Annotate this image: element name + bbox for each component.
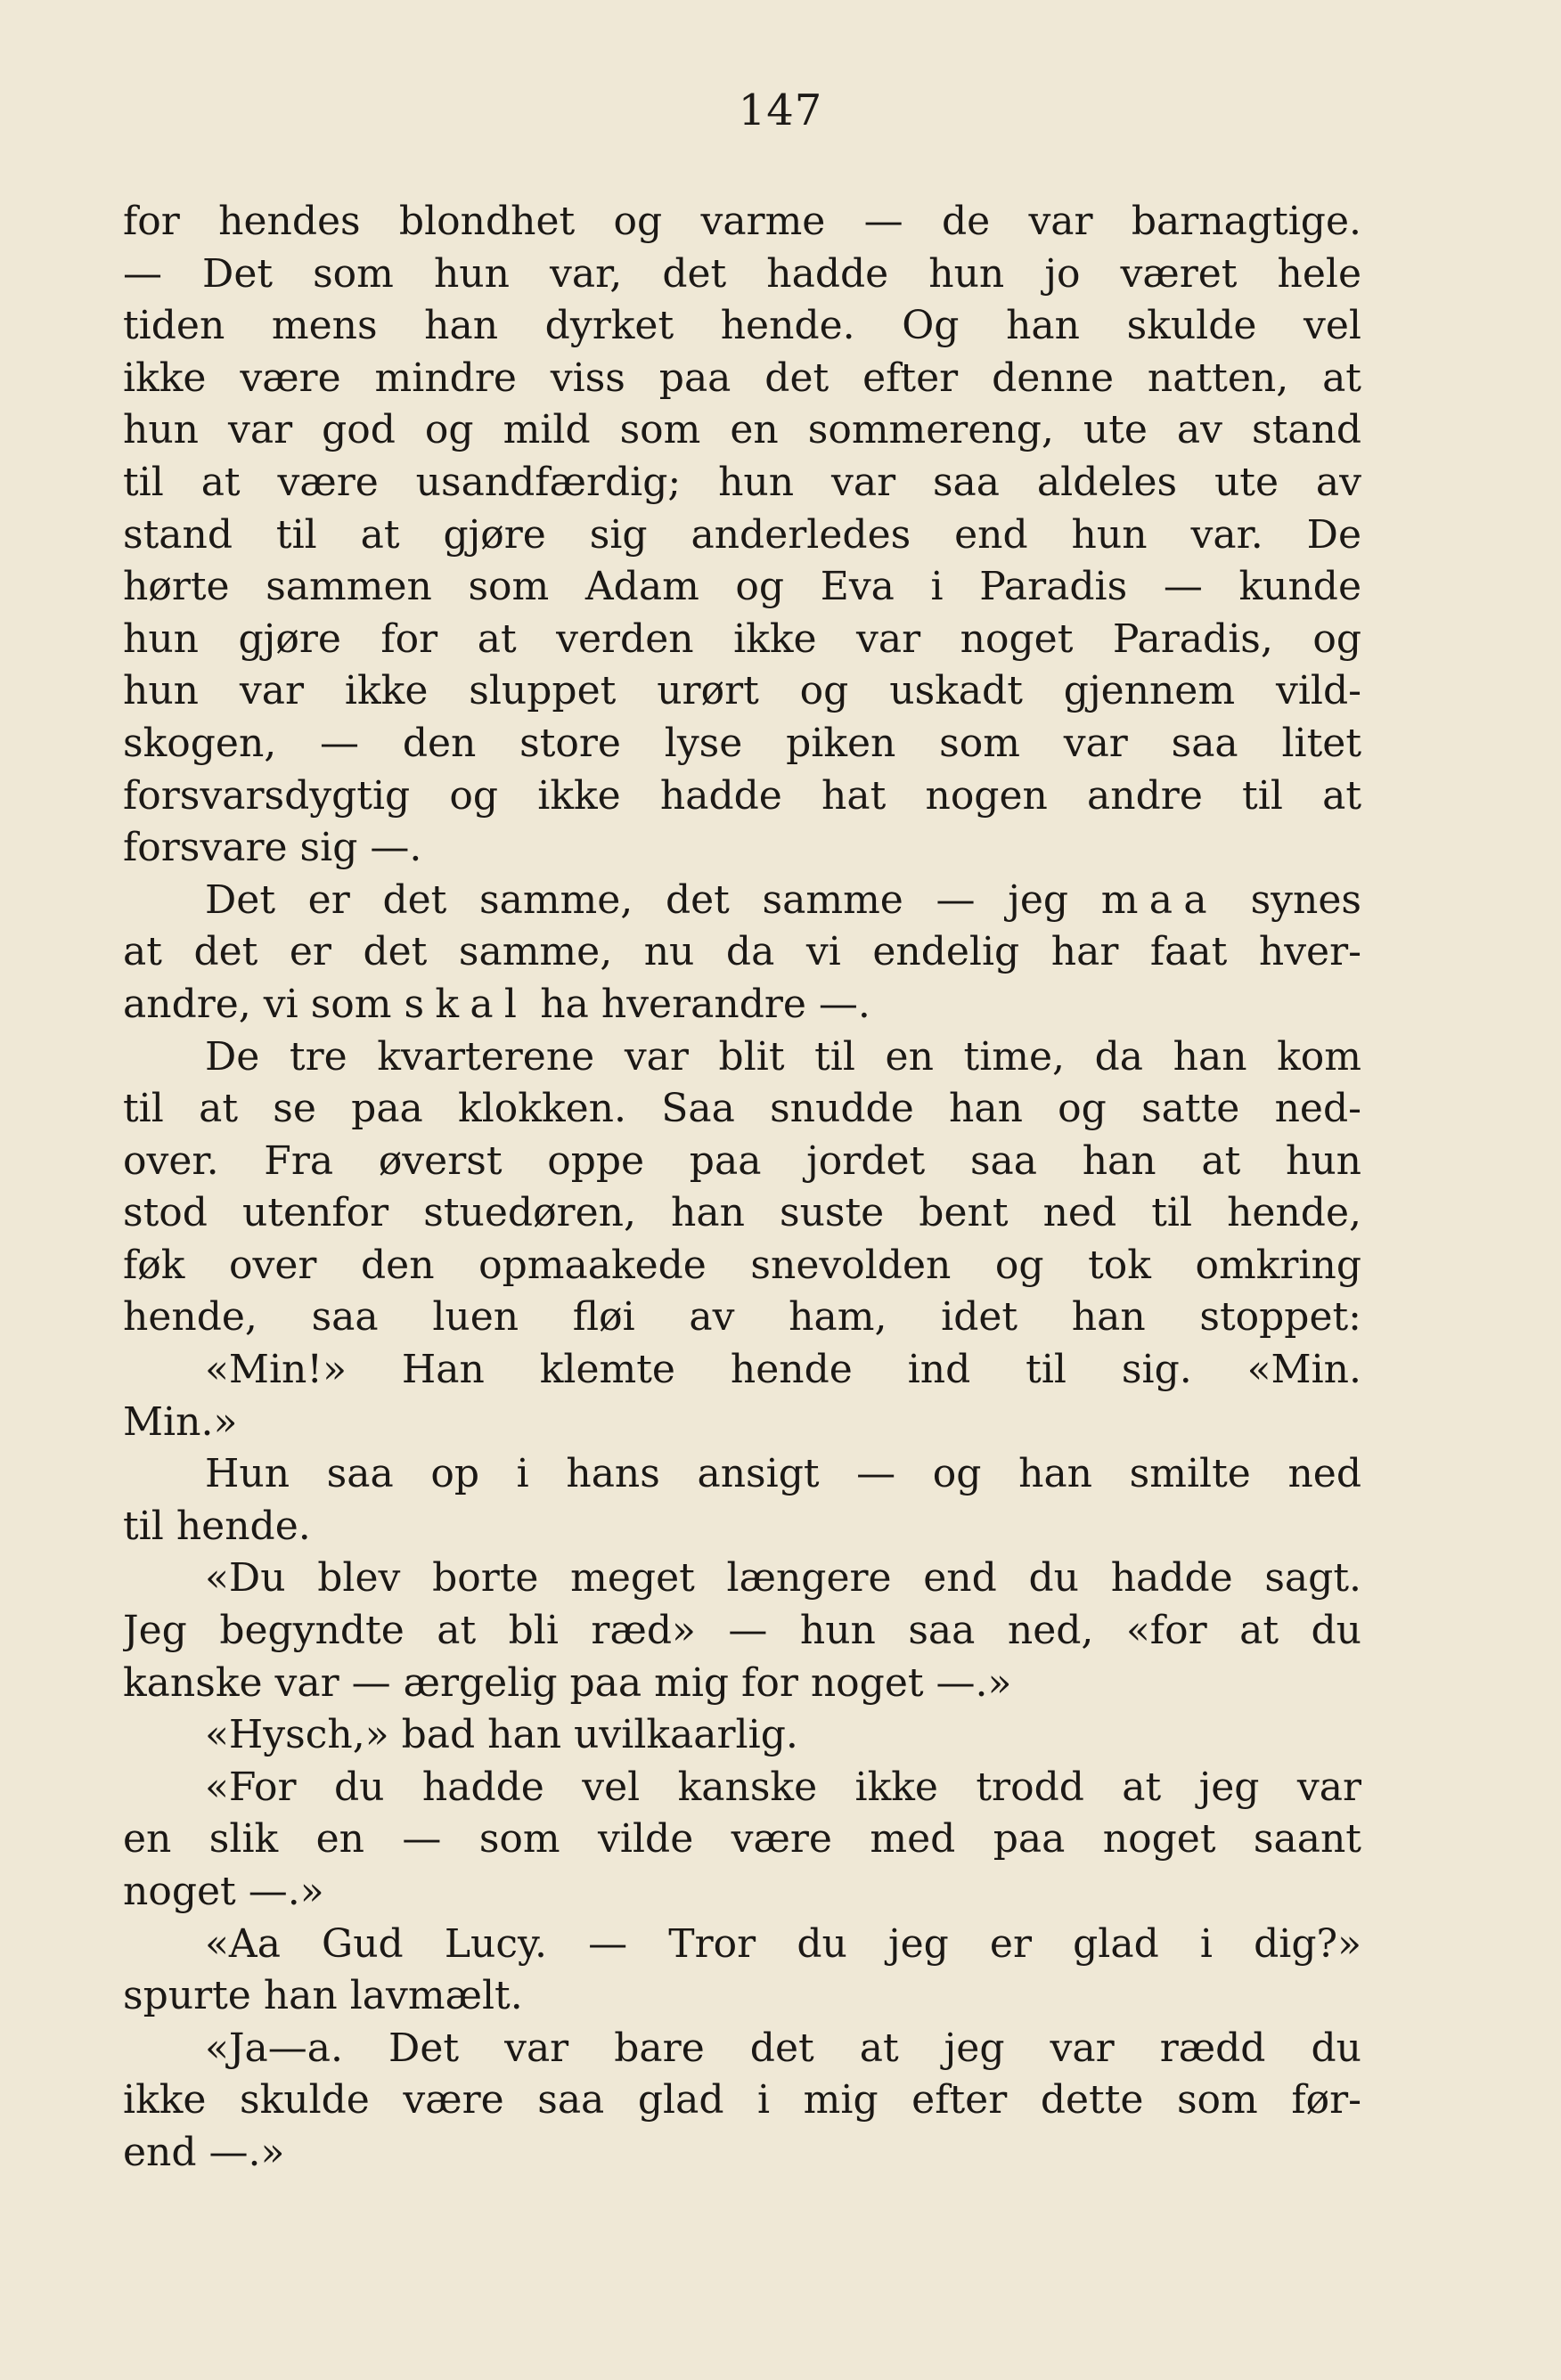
text-line: «Min!» Han klemte hende ind til sig. «Min. [205,1347,1361,1393]
text-line: stand til at gjøre sig anderledes end hun var. De [123,511,1361,558]
body-text [123,196,1361,2180]
text-line: forsvare sig —. [123,825,422,871]
text-segment: Det er det samme, det samme — jeg [205,876,1101,923]
text-line: noget —.» [123,1869,324,1914]
text-line: over. Fra øverst oppe paa jordet saa han at hun [123,1137,1361,1184]
text-line: «For du hadde vel kanske ikke trodd at jeg var [205,1764,1361,1810]
text-line: Min.» [123,1398,238,1445]
text-line: føk over den opmaakede snevolden og tok omkring [123,1242,1361,1288]
text-line: — Det som hun var, det hadde hun jo været hele [123,250,1361,297]
text-line: til at være usandfærdig; hun var saa aldeles ute av [123,459,1361,505]
text-line: «Du blev borte meget længere end du hadde sagt. [205,1555,1361,1602]
text-line: hende, saa luen fløi av ham, idet han stoppet: [123,1294,1361,1341]
text-line: en slik en — som vilde være med paa noget saant [123,1816,1361,1862]
text-line: hun gjøre for at verden ikke var noget Paradis, og [123,615,1361,662]
text-line: «Ja—a. Det var bare det at jeg var rædd du [205,2025,1361,2071]
text-line: hun var god og mild som en sommereng, ute av stand [123,407,1361,453]
text-line: end —.» [123,2129,285,2175]
text-line [123,875,1361,927]
text-line: ikke være mindre viss paa det efter denne natten, at [123,355,1361,401]
text-segment: andre, vi som [123,981,405,1027]
text-line: ikke skulde være saa glad i mig efter dette som før- [123,2077,1361,2123]
text-line: hun var ikke sluppet urørt og uskadt gjennem vild- [123,668,1361,714]
text-line [123,979,1361,1031]
page-number: 147 [738,86,823,135]
text-line: Jeg begyndte at bli ræd» — hun saa ned, «for at du [123,1608,1361,1654]
text-line: hørte sammen som Adam og Eva i Paradis — kunde [123,564,1361,610]
text-line: De tre kvarterene var blit til en time, da han kom [205,1033,1361,1080]
emphasis-spaced: maa [1100,876,1218,923]
text-line: for hendes blondhet og varme — de var barnagtige. [123,199,1361,244]
text-line: spurte han lavmælt. [123,1973,523,2019]
text-line: til hende. [123,1503,311,1549]
text-line: «Aa Gud Lucy. — Tror du jeg er glad i dig?» [205,1920,1361,1967]
text-line: til at se paa klokken. Saa snudde han og satte ned- [123,1086,1361,1132]
text-line: stod utenfor stuedøren, han suste bent ned til hende, [123,1190,1361,1236]
emphasis-spaced: skal [404,981,528,1027]
text-line: «Hysch,» bad han uvilkaarlig. [205,1712,798,1758]
text-line: kanske var — ærgelig paa mig for noget —.» [123,1659,1012,1706]
text-line: at det er det samme, nu da vi endelig har faat hver- [123,929,1361,975]
text-line: skogen, — den store lyse piken som var saa litet [123,720,1361,766]
text-line: forsvarsdygtig og ikke hadde hat nogen andre til at [123,772,1361,819]
text-line: tiden mens han dyrket hende. Og han skulde vel [123,303,1361,349]
text-line: Hun saa op i hans ansigt — og han smilte ned [205,1451,1361,1497]
text-segment: ha hverandre —. [527,981,870,1027]
text-segment: synes [1217,876,1361,923]
